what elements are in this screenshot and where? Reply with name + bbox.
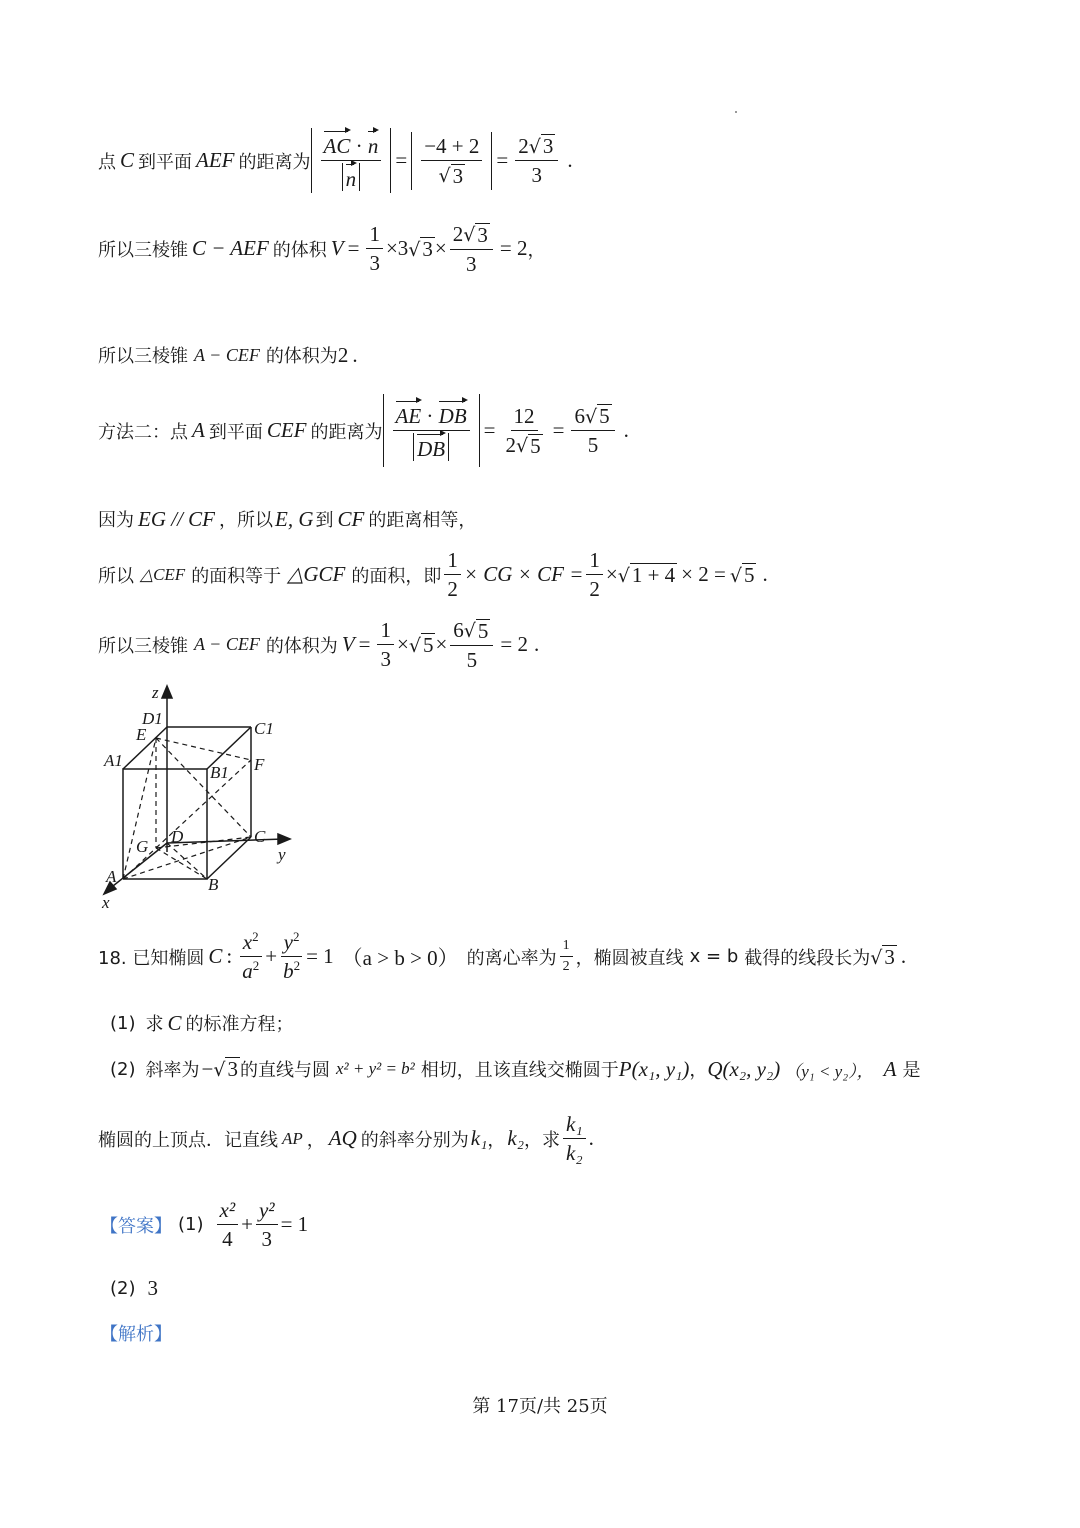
text: 的距离相等， xyxy=(368,510,477,531)
x: x xyxy=(242,930,253,954)
text: 的直线与圆 xyxy=(239,1060,330,1081)
dash-ae xyxy=(123,738,156,879)
text: 的距离为 xyxy=(310,421,383,443)
comma: ， xyxy=(306,1129,325,1151)
minus: − xyxy=(201,1056,214,1081)
comma: ， xyxy=(487,1129,506,1151)
text: 椭圆的上顶点．记直线 xyxy=(98,1129,278,1151)
condition: （y₁ < y₂）， xyxy=(784,1061,874,1081)
answer-block: 【答案】 (1) $\frac{\text{x²}}{4}$ + $\frac{\text{y²}}{3}$ = 1 xyxy=(100,1198,309,1252)
denominator: 5 xyxy=(587,433,599,458)
parallel-statement xyxy=(98,506,476,532)
period: . xyxy=(352,342,358,367)
line-ap: AP xyxy=(282,1128,303,1148)
answer-tag: 【答案】 xyxy=(100,1215,172,1237)
period: . xyxy=(623,418,629,443)
text: ，所以 xyxy=(219,510,273,531)
page-footer: 第 17页/共 25页 xyxy=(472,1396,608,1417)
radicand: 5 xyxy=(477,618,489,643)
solid: C − AEF xyxy=(192,236,269,261)
period: . xyxy=(588,1126,594,1151)
period: . xyxy=(900,944,907,969)
part-label: (1) xyxy=(178,1214,204,1236)
denominator: k₂ xyxy=(566,1141,583,1166)
vector-db-den: DB xyxy=(417,433,445,461)
abs-fraction: $\frac{AE \cdot DB}{DB}$ xyxy=(383,394,480,467)
analysis-tag: 【解析】 xyxy=(100,1324,172,1345)
x-squared: x² xyxy=(217,1198,239,1225)
triangle-gcf: △GCF xyxy=(287,562,346,587)
line-x-b: x = b xyxy=(689,946,739,968)
vector-ac: AC xyxy=(324,130,351,158)
vector-n-den: n xyxy=(346,163,357,191)
radicand: 5 xyxy=(422,632,434,657)
denominator: 3 xyxy=(380,647,391,672)
text: 的斜率分别为 xyxy=(360,1129,469,1151)
text: 的标准方程； xyxy=(185,1014,294,1035)
radicand: 5 xyxy=(530,433,541,458)
text: 的面积，即 xyxy=(351,565,442,587)
numerator: 1 xyxy=(586,548,603,575)
numerator: 1 xyxy=(377,618,394,645)
label-b1: B1 xyxy=(210,763,229,782)
result: = 2 xyxy=(499,236,528,261)
text: 斜率为 xyxy=(145,1060,200,1081)
text: ，椭圆被直线 xyxy=(575,947,684,969)
volume-final: 所以三棱锥 A − CEF 的体积为 V = $\frac{1}{3}$ × √ 5 × 6 √ 5 5 = 2 . xyxy=(98,618,540,672)
parallel: EG // CF xyxy=(138,506,215,531)
b: b xyxy=(283,959,294,984)
label-y: y xyxy=(278,845,286,864)
numerator: 1 xyxy=(444,548,461,575)
denominator: 4 xyxy=(222,1227,233,1252)
text: 点 xyxy=(98,151,116,173)
denominator: 3 xyxy=(466,251,477,276)
text: 的体积为 xyxy=(265,346,338,367)
abs-fraction-2: −4 + 2 √ 3 xyxy=(411,132,492,190)
radicand: 5 xyxy=(743,562,755,587)
area-equality: 所以 △CEF 的面积等于 △GCF 的面积，即 $\frac{1}{2}$ × CG × CF = $\frac{1}{2}$ × √ 1 + 4 × 2 = √ 5 . xyxy=(98,548,768,602)
label-z: z xyxy=(152,683,159,702)
text: 所以三棱锥 xyxy=(98,239,188,261)
numerator: 1 xyxy=(366,222,383,249)
radicand: 3 xyxy=(452,163,464,188)
label-g: G xyxy=(136,837,149,856)
circle-equation: x² + y² = b² xyxy=(335,1059,415,1078)
text: 到 xyxy=(315,510,334,531)
radicand: 3 xyxy=(477,222,488,247)
numerator: −4 + 2 xyxy=(421,134,482,161)
text: 是 xyxy=(902,1060,921,1081)
question-18-part-1 xyxy=(110,1010,294,1036)
value: 2 xyxy=(337,342,349,367)
text: 到平面 xyxy=(208,421,263,443)
expression: × CG × CF = xyxy=(463,562,584,587)
volume-a-cef xyxy=(98,342,358,368)
label-x: x xyxy=(102,893,110,912)
radicand: 3 xyxy=(542,134,554,159)
text: 因为 xyxy=(98,510,134,531)
part-label: (2) xyxy=(110,1058,136,1080)
answer-part-2 xyxy=(110,1276,158,1301)
line-cf: CF xyxy=(337,506,365,531)
y-axis xyxy=(167,839,284,843)
volume-c-aef: 所以三棱锥 C − AEF 的体积 V = $\frac{1}{3}$ ×3 √ 3 × 2 √ 3 3 = 2 ， xyxy=(98,222,546,276)
numerator: 1 xyxy=(560,938,573,957)
dash-db xyxy=(167,843,207,879)
label-c1: C1 xyxy=(254,719,274,738)
question-number: 18. 已知椭圆 xyxy=(98,947,205,969)
z-arrow xyxy=(162,686,172,698)
equals-one: = 1 xyxy=(280,1212,309,1237)
answer-value: 3 xyxy=(147,1276,158,1300)
result: = 2 xyxy=(500,632,528,657)
denominator: 5 xyxy=(466,647,478,672)
coef: 6 xyxy=(574,403,585,428)
label-a: A xyxy=(106,867,117,886)
dash-gb xyxy=(156,848,207,879)
text: 截得的线段长为 xyxy=(744,947,871,969)
analysis-block xyxy=(100,1320,172,1346)
var-v: V xyxy=(341,632,355,657)
point-a: A xyxy=(192,418,205,443)
radicand: 3 xyxy=(884,944,895,969)
solid: A − CEF xyxy=(194,344,260,365)
radicand: 5 xyxy=(599,404,610,429)
text: 的体积 xyxy=(272,239,327,261)
point-p: P(x₁, y₁) xyxy=(618,1056,690,1081)
triangle-cef: △CEF xyxy=(140,564,186,584)
coef: 2 xyxy=(518,133,529,158)
edge-bc xyxy=(207,837,251,879)
ellipse-name: C xyxy=(208,944,223,969)
part-label: (2) xyxy=(110,1278,136,1299)
vector-db: DB xyxy=(439,400,467,428)
line-aq: AQ xyxy=(328,1126,357,1151)
plane-cef: CEF xyxy=(266,418,307,443)
times: × xyxy=(434,236,447,261)
text: 的面积等于 xyxy=(191,565,282,587)
distance-c-to-aef: 点 C 到平面 AEF 的距离为 $\frac{AC \cdot n}{n}$ = −4 + 2 √ 3 = 2 √ 3 3 . xyxy=(98,128,573,193)
coef: ×3 xyxy=(385,236,409,261)
result-fraction: 2 √ 3 3 xyxy=(515,134,558,188)
denominator: 2 xyxy=(589,577,600,602)
y-arrow xyxy=(278,834,290,844)
label-a1: A1 xyxy=(104,751,123,770)
comma: ， xyxy=(527,239,546,261)
k1: k₁ xyxy=(470,1126,488,1151)
condition: （a > b > 0） xyxy=(341,945,459,970)
label-e: E xyxy=(136,725,147,744)
method-two-distance: 方法二：点 A 到平面 CEF 的距离为 $\frac{AE \cdot DB}{DB}$ = 12 2 √ 5 = 6 √ 5 5 . xyxy=(98,394,629,467)
text: ，求 xyxy=(524,1129,561,1151)
radicand: 3 xyxy=(422,236,433,261)
period: . xyxy=(533,632,540,657)
question-18-part-2: (2) 斜率为 − √ 3 的直线与圆 x² + y² = b² 相切，且该直线交椭圆于 P(x₁, y₁) ， Q(x₂, y₂) （y₁ < y₂）， A 是 xyxy=(110,1056,921,1082)
denominator: 3 xyxy=(261,1227,273,1252)
plane-aef: AEF xyxy=(196,148,235,173)
period: . xyxy=(567,148,573,173)
question-18-part-2-cont xyxy=(98,1112,594,1165)
solid: A − CEF xyxy=(194,634,260,655)
text: 求 xyxy=(145,1014,164,1035)
text: 到平面 xyxy=(138,151,193,173)
label-d1: D1 xyxy=(142,709,163,728)
numerator: 12 xyxy=(511,404,538,431)
text: 的距离为 xyxy=(238,151,311,173)
vector-ae: AE xyxy=(396,400,422,428)
text: 所以三棱锥 xyxy=(98,346,188,367)
stray-dot xyxy=(735,111,737,113)
ellipse-name: C xyxy=(167,1010,182,1035)
a: a xyxy=(242,959,253,984)
label-b: B xyxy=(208,875,219,894)
question-18: 18. 已知椭圆 C : $\frac{x^2}{a^2}$ + $\frac{y^2}{b^2}$ = 1 （a > b > 0） 的离心率为 $\frac{1}{2}$ ，椭圆被直线 x = b 截得的线段长为 √ 3 . xyxy=(98,929,907,984)
text: 的体积为 xyxy=(265,635,338,657)
label-d: D xyxy=(171,827,184,846)
text: 方法二：点 xyxy=(98,421,188,443)
coef: 6 xyxy=(453,618,464,642)
radicand: 1 + 4 xyxy=(631,562,676,587)
point-a: A xyxy=(883,1056,897,1081)
comma: ， xyxy=(689,1060,708,1081)
label-f: F xyxy=(254,755,265,774)
dash-ec xyxy=(156,738,251,837)
text: 的离心率为 xyxy=(466,947,557,969)
points: E, G xyxy=(275,506,314,531)
numerator: k₁ xyxy=(563,1112,586,1139)
y: y xyxy=(283,930,293,954)
denominator: 3 xyxy=(531,163,543,188)
radicand: 3 xyxy=(227,1056,238,1081)
text: 相切，且该直线交椭圆于 xyxy=(420,1060,619,1081)
cube-figure xyxy=(96,682,306,912)
coef: 2 xyxy=(452,222,464,246)
text: 所以 xyxy=(98,565,134,587)
var-v: V xyxy=(330,236,344,261)
times: × xyxy=(605,562,618,587)
label-c: C xyxy=(254,827,266,846)
expression: × 2 = xyxy=(681,562,726,587)
point-c: C xyxy=(120,148,135,173)
equals-one: = 1 xyxy=(306,944,334,969)
y-squared: y² xyxy=(256,1198,278,1225)
part-label: (1) xyxy=(110,1012,136,1034)
coef: 2 xyxy=(505,432,516,457)
point-q: Q(x₂, y₂) xyxy=(707,1056,781,1081)
text: 所以三棱锥 xyxy=(98,635,188,657)
denominator: 3 xyxy=(369,251,380,276)
k2: k₂ xyxy=(507,1126,525,1151)
abs-fraction-1: $\frac{AC \cdot n}{n}$ xyxy=(311,128,392,193)
denominator: 2 xyxy=(562,959,570,975)
times: × xyxy=(435,632,448,657)
vector-n: n xyxy=(368,130,379,158)
denominator: 2 xyxy=(447,577,458,602)
times: × xyxy=(396,632,409,657)
period: . xyxy=(762,562,768,587)
